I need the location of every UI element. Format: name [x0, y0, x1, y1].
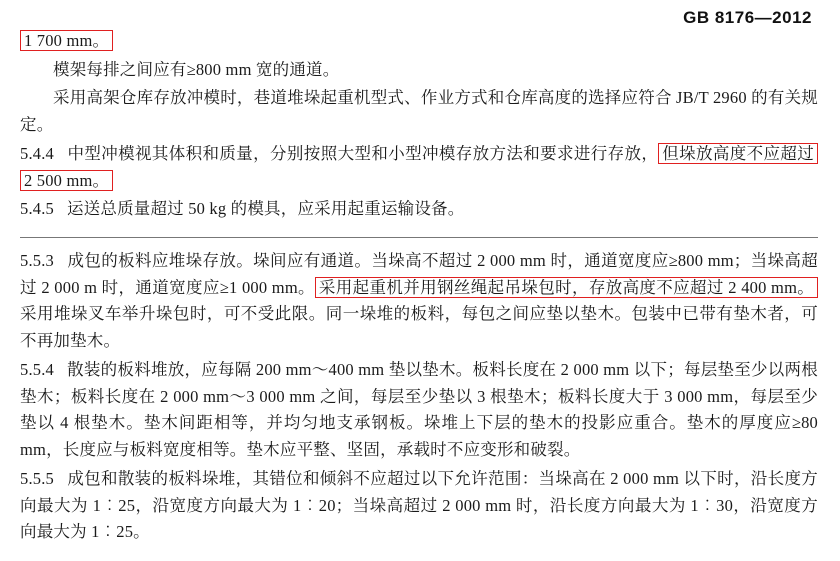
clause-5-5-3-text-b: 采用堆垛叉车举升垛包时，可不受此限。同一垛堆的板料，每包之间应垫以垫木。包装中已带有垫木者，可不再加垫木。 [20, 304, 818, 351]
clause-5-5-5 [20, 466, 818, 546]
clause-5-4-4 [20, 141, 818, 194]
standard-code: GB 8176—2012 [683, 8, 812, 27]
paragraph-high-rack-warehouse: 采用高架仓库存放冲模时，巷道堆垛起重机型式、作业方式和仓库高度的选择应符合 JB/T 2960 的有关规定。 [20, 88, 818, 135]
paragraph-1700mm [20, 28, 818, 55]
clause-5-5-4 [20, 357, 818, 464]
clause-5-5-5-number: 5.5.5 [20, 468, 54, 488]
section-divider [20, 237, 818, 238]
clause-5-5-3 [20, 248, 818, 355]
clause-5-4-4-number: 5.4.4 [20, 143, 54, 163]
document-content [0, 28, 840, 546]
clause-5-4-5-text: 运送总质量超过 50 kg 的模具，应采用起重运输设备。 [66, 199, 465, 219]
clause-5-5-4-number: 5.5.4 [20, 359, 54, 379]
clause-5-4-5 [20, 196, 818, 223]
clause-5-4-4-text: 中型冲模视其体积和质量，分别按照大型和小型冲模存放方法和要求进行存放， [67, 143, 659, 163]
highlight-crane-height-2400: 采用起重机并用钢丝绳起吊垛包时，存放高度不应超过 2 400 mm。 [315, 277, 818, 298]
clause-5-5-4-text: 散装的板料堆放，应每隔 200 mm～400 mm 垫以垫木。板料长度在 2 000 mm 以下；每层垫至少以两根垫木；板料长度在 2 000 mm～3 000 mm 之间，每层至少垫以 3 根垫木；板料长度大于 3 000 mm，每层至少垫以 4 根垫木。垫木间距相等，并均匀地支承钢板。垛堆上下层的垫木的投影应重合。垫木的厚度应≥80 mm，长度应与板料宽度相等。垫木应平整、坚固，承载时不应变形和破裂。 [20, 359, 818, 460]
clause-5-5-3-number: 5.5.3 [20, 251, 54, 271]
highlight-stack-height-2500: 但垛放高度不应超过 2 500 mm。 [20, 143, 818, 191]
paragraph-aisle-width: 模架每排之间应有≥800 mm 宽的通道。 [53, 59, 340, 79]
clause-5-4-5-number: 5.4.5 [20, 199, 54, 219]
page-header [0, 0, 840, 28]
clause-5-5-3-text-a: 成包的板料应堆垛存放。垛间应有通道。当垛高不超过 2 000 mm 时，通道宽度应≥800 mm；当垛高超过 2 000 m 时，通道宽度应≥1 000 mm。 [20, 251, 818, 297]
highlight-1700mm: 1 700 mm。 [20, 30, 113, 51]
clause-5-5-5-text: 成包和散装的板料垛堆，其错位和倾斜不应超过以下允许范围：当垛高在 2 000 mm 以下时，沿长度方向最大为 1︰25，沿宽度方向最大为 1︰20；当垛高超过 2 000 mm 时，沿长度方向最大为 1︰30，沿宽度方向最大为 1︰25。 [20, 468, 818, 542]
